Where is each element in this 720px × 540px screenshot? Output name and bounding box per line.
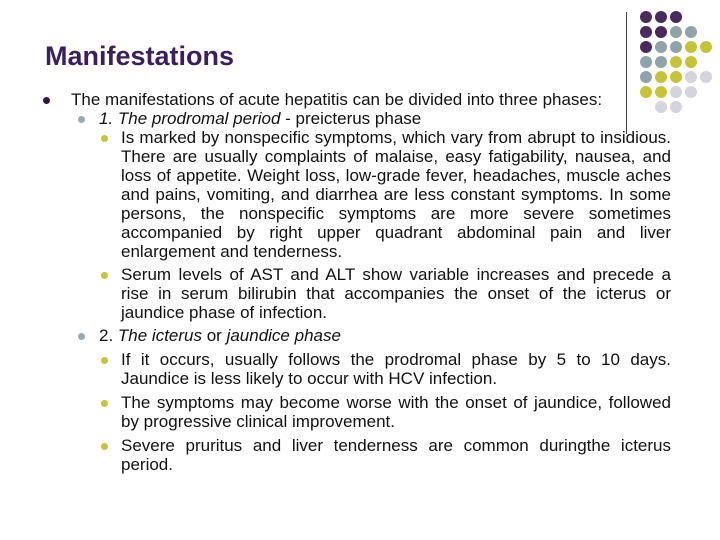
- decorative-dot: [655, 11, 667, 23]
- decorative-dot: [655, 41, 667, 53]
- phase1-point: Is marked by nonspecific symptoms, which vary from abrupt to insidious. There are usually complaints of malaise, easy fatigability, nausea, and loss of appetite. Weight loss, low-grade fever, headaches, muscle aches and pains, vomiting, and diarrhea are less constant symptoms. In some persons, the nonspecific symptoms are more severe sometimes accompanied by right upper quadrant abdominal pain and liver enlargement and tenderness.: [121, 128, 671, 261]
- bullet-icon: [101, 135, 108, 142]
- phase2-label-b: jaundice phase: [226, 326, 341, 345]
- list-item: [121, 436, 671, 474]
- phase2-label-a: The icterus: [117, 326, 202, 345]
- intro-text: The manifestations of acute hepatitis can be divided into three phases:: [71, 90, 603, 109]
- decorative-dot: [670, 11, 682, 23]
- bullet-icon: [101, 400, 108, 407]
- list-item: [99, 326, 671, 345]
- decorative-dot: [700, 41, 712, 53]
- decorative-dot: [640, 11, 652, 23]
- decorative-dot: [655, 26, 667, 38]
- phase1-point: Serum levels of AST and ALT show variable increases and precede a rise in serum bilirubin that accompanies the onset of the icterus or jaundice phase of infection.: [121, 265, 671, 322]
- decorative-dot: [685, 41, 697, 53]
- bullet-icon: [101, 443, 108, 450]
- phase2-point: Severe pruritus and liver tenderness are common duringthe icterus period.: [121, 436, 671, 474]
- decorative-dot: [670, 71, 682, 83]
- decorative-dot: [670, 26, 682, 38]
- decorative-dot: [700, 71, 712, 83]
- list-item: [99, 109, 671, 128]
- list-item: [121, 128, 671, 261]
- list-item: [71, 90, 671, 109]
- decorative-dot: [640, 41, 652, 53]
- phase2-point: The symptoms may become worse with the onset of jaundice, followed by progressive clinical improvement.: [121, 393, 671, 431]
- decorative-dot: [640, 71, 652, 83]
- slide-title: Manifestations: [45, 41, 235, 71]
- bullet-icon: [43, 97, 50, 104]
- list-item: [121, 265, 671, 322]
- decorative-dot: [670, 101, 682, 113]
- decorative-dot: [685, 26, 697, 38]
- decorative-dot: [670, 56, 682, 68]
- decorative-dot: [685, 86, 697, 98]
- phase1-label: 1. The prodromal period: [99, 109, 281, 128]
- decorative-dot: [685, 56, 697, 68]
- decorative-dot: [670, 41, 682, 53]
- bullet-icon: [101, 272, 108, 279]
- phase1-suffix: - preicterus phase: [280, 109, 422, 128]
- bullet-icon: [101, 357, 108, 364]
- decorative-dot: [640, 26, 652, 38]
- phase2-joiner: or: [202, 326, 227, 345]
- decorative-dot: [640, 56, 652, 68]
- decorative-dot: [655, 71, 667, 83]
- phase2-number: 2.: [99, 326, 118, 345]
- decorative-dot: [685, 71, 697, 83]
- phase2-point: If it occurs, usually follows the prodromal phase by 5 to 10 days. Jaundice is less likely to occur with HCV infection.: [121, 350, 671, 388]
- decorative-dot: [670, 86, 682, 98]
- list-item: [121, 350, 671, 388]
- bullet-icon: [78, 116, 85, 123]
- bullet-icon: [78, 333, 85, 340]
- decorative-dot: [655, 56, 667, 68]
- slide-body: [71, 90, 671, 474]
- list-item: [121, 393, 671, 431]
